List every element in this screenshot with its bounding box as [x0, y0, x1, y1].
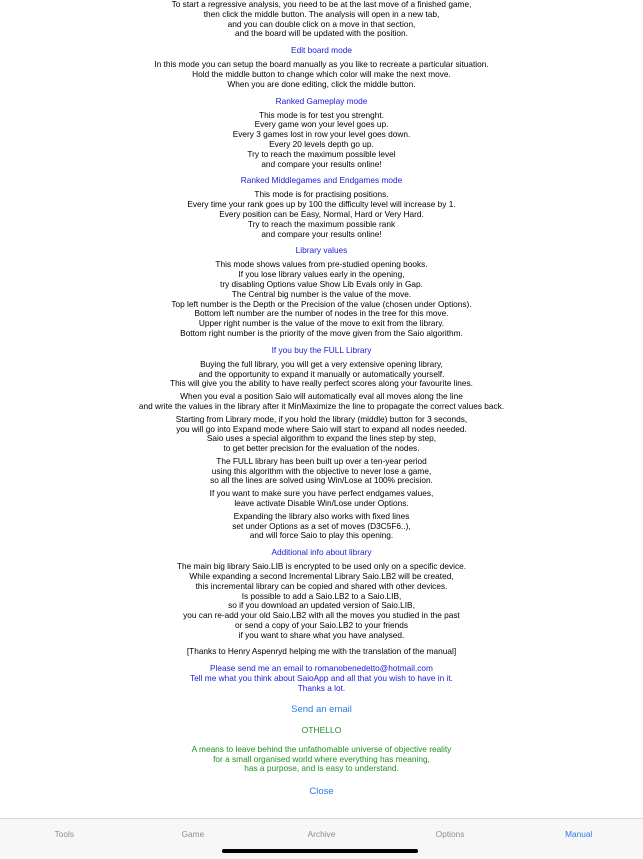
- full-library-line: to get better precision for the evaluation of the nodes.: [223, 443, 420, 454]
- intro-line: To start a regressive analysis, you need to be at the last move of a finished game,: [171, 0, 472, 9]
- full-library-line: you will go into Expand mode where Saio will start to expand all nodes needed.: [176, 423, 467, 434]
- intro-line: and you can double click on a move in that section,: [227, 18, 416, 29]
- intro-line: then click the middle button. The analysis will open in a new tab,: [203, 8, 440, 19]
- library-line: Bottom right number is the priority of the move given from the Saio algorithm.: [180, 327, 463, 338]
- ranked-mid-line: This mode is for practising positions.: [254, 189, 389, 200]
- ranked-mid-line: and compare your results online!: [261, 228, 382, 239]
- close-button[interactable]: Close: [309, 786, 334, 798]
- library-line: try disabling Options value Show Lib Evals only in Gap.: [220, 278, 423, 289]
- contact-line: Please send me an email to romanobenedetto@hotmail.com: [210, 663, 433, 674]
- additional-line: if you want to share what you have analysed.: [238, 629, 405, 640]
- ranked-line: Every game won your level goes up.: [254, 119, 389, 130]
- additional-line: While expanding a second Incremental Library Saio.LB2 will be created,: [189, 571, 454, 582]
- thanks-note: [0, 647, 643, 657]
- additional-line: you can re-add your old Saio.LB2 with all the moves you studied in the past: [183, 610, 460, 621]
- contact-paragraph: [0, 664, 643, 693]
- full-library-line: Buying the full library, you will get a very extensive opening library,: [200, 358, 443, 369]
- ranked-mid-line: Every time your rank goes up by 100 the difficulty level will increase by 1.: [187, 199, 456, 210]
- ranked-line: Every 3 games lost in row your level goes down.: [232, 129, 411, 140]
- othello-line: for a small organised world where everything has meaning,: [213, 753, 430, 764]
- additional-line: The main big library Saio.LIB is encrypted to be used only on a specific device.: [176, 561, 467, 572]
- full-library-line: Expanding the library also works with fixed lines: [233, 510, 410, 521]
- othello-line: has a purpose, and is easy to understand.: [244, 763, 399, 774]
- othello-title: OTHELLO: [301, 724, 342, 735]
- tab-game[interactable]: Game: [181, 829, 205, 839]
- full-library-heading: If you buy the FULL Library: [271, 344, 372, 355]
- additional-info-heading: Additional info about library: [271, 547, 372, 558]
- home-indicator: [222, 849, 418, 853]
- full-library-line: leave activate Disable Win/Lose under Options.: [234, 498, 409, 509]
- ranked-line: Every 20 levels depth go up.: [269, 138, 374, 149]
- library-heading: Library values: [295, 245, 348, 256]
- full-library-paragraph: [0, 512, 643, 541]
- ranked-line: and compare your results online!: [261, 158, 382, 169]
- send-email-button[interactable]: Send an email: [291, 703, 352, 715]
- full-library-line: The FULL library has been built up over a ten-year period: [216, 455, 427, 466]
- full-library-paragraph: [0, 392, 643, 412]
- ranked-mid-line: Try to reach the maximum possible rank: [247, 218, 396, 229]
- additional-line: this incremental library can be copied and shared with other devices.: [195, 580, 448, 591]
- edit-line: Hold the middle button to change which color will make the next move.: [192, 68, 451, 79]
- tab-tools[interactable]: Tools: [54, 829, 74, 839]
- additional-info-paragraph: [0, 562, 643, 640]
- contact-line: Tell me what you think about SaioApp and all that you wish to have in it.: [190, 673, 453, 684]
- ranked-heading: Ranked Gameplay mode: [275, 95, 368, 106]
- othello-quote: [0, 745, 643, 774]
- thanks-line: [Thanks to Henry Aspenryd helping me with the translation of the manual]: [186, 645, 457, 656]
- library-line: Bottom left number are the number of nodes in the tree for this move.: [194, 308, 449, 319]
- tab-archive[interactable]: Archive: [307, 829, 336, 839]
- library-paragraph: [0, 260, 643, 338]
- full-library-paragraph: [0, 457, 643, 486]
- full-library-line: and the opportunity to expand it manually or automatically yourself.: [198, 368, 445, 379]
- full-library-paragraph: [0, 489, 643, 509]
- ranked-mid-paragraph: [0, 190, 643, 239]
- library-line: Upper right number is the value of the move to exit from the library.: [198, 318, 445, 329]
- library-line: This mode shows values from pre-studied opening books.: [215, 259, 428, 270]
- full-library-line: so all the lines are solved using Win/Lose at 100% precision.: [210, 475, 433, 486]
- full-library-paragraph: [0, 360, 643, 389]
- library-line: The Central big number is the value of the move.: [231, 288, 412, 299]
- full-library-line: set under Options as a set of moves (D3C5F6..),: [232, 520, 411, 531]
- full-library-line: Saio uses a special algorithm to expand the lines step by step,: [206, 433, 437, 444]
- additional-line: or send a copy of your Saio.LB2 to your friends: [235, 620, 408, 631]
- full-library-line: If you want to make sure you have perfect endgames values,: [209, 488, 434, 499]
- edit-line: In this mode you can setup the board manually as you like to recreate a particular situation.: [154, 59, 489, 70]
- edit-line: When you are done editing, click the middle button.: [227, 78, 416, 89]
- edit-board-heading: Edit board mode: [291, 45, 352, 56]
- additional-line: Is possible to add a Saio.LB2 to a Saio.LIB,: [241, 590, 402, 601]
- full-library-line: When you eval a position Saio will automatically eval all moves along the line: [180, 391, 463, 402]
- additional-line: so if you download an updated version of Saio.LIB,: [228, 600, 415, 611]
- intro-paragraph: [0, 0, 643, 39]
- ranked-mid-heading: Ranked Middlegames and Endgames mode: [240, 175, 403, 186]
- full-library-paragraph: [0, 415, 643, 454]
- tab-manual[interactable]: Manual: [565, 829, 593, 839]
- ranked-line: This mode is for test you strenght.: [259, 109, 384, 120]
- full-library-line: Starting from Library mode, if you hold the library (middle) button for 3 seconds,: [175, 413, 468, 424]
- intro-line: and the board will be updated with the position.: [235, 28, 408, 39]
- full-library-line: This will give you the ability to have really perfect scores along your favourite lines.: [170, 378, 473, 389]
- ranked-mid-line: Every position can be Easy, Normal, Hard or Very Hard.: [219, 208, 424, 219]
- contact-line: Thanks a lot.: [297, 683, 346, 694]
- ranked-paragraph: [0, 111, 643, 170]
- edit-board-paragraph: [0, 60, 643, 89]
- library-line: If you lose library values early in the opening,: [238, 269, 405, 280]
- tab-options[interactable]: Options: [435, 829, 465, 839]
- full-library-line: and write the values in the library after it MinMaximize the line to propagate the correct values back.: [138, 400, 505, 411]
- full-library-line: using this algorithm with the objective to never lose a game,: [211, 465, 432, 476]
- othello-line: A means to leave behind the unfathomable universe of objective reality: [191, 743, 452, 754]
- ranked-line: Try to reach the maximum possible level: [247, 148, 396, 159]
- full-library-line: and will force Saio to play this opening.: [249, 530, 394, 541]
- library-line: Top left number is the Depth or the Precision of the value (chosen under Options).: [171, 298, 472, 309]
